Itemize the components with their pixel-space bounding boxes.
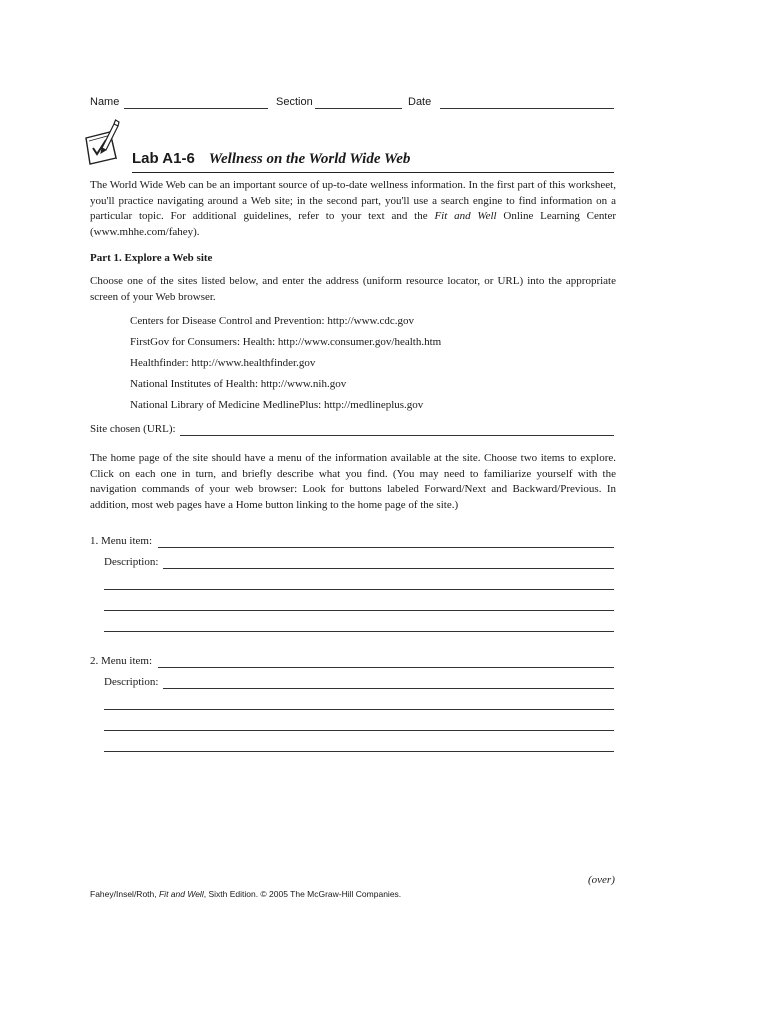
description-2-field[interactable] [163, 688, 614, 689]
description-2-line-2[interactable] [104, 709, 614, 710]
header-fields [90, 96, 614, 112]
lab-name: Wellness on the World Wide Web [208, 151, 411, 167]
site-list [130, 311, 441, 416]
intro-book-title: Fit and Well [434, 210, 497, 223]
footer-book-title: Fit and Well [158, 889, 204, 899]
description-1-field[interactable] [163, 568, 614, 569]
description-2-line-4[interactable] [104, 751, 614, 752]
intro-paragraph [90, 178, 616, 240]
menu-item-1-label: 1. Menu item: [90, 535, 153, 547]
part1-heading: Part 1. Explore a Web site [90, 252, 213, 264]
name-label: Name [90, 96, 120, 108]
lab-title [132, 150, 410, 168]
intro-text: The World Wide Web can be an important source of up-to-date wellness information. In the first part of this worksheet, you'll practice navigating around a Web site; in the second part, you'll use a search engine to find information on a particular topic. For additional guidelines, refer to your text and the [90, 179, 616, 223]
list-item: Centers for Disease Control and Prevention: http://www.cdc.gov [130, 315, 415, 327]
list-item: FirstGov for Consumers: Health: http://www.consumer.gov/health.htm [130, 336, 442, 348]
description-2-line-3[interactable] [104, 730, 614, 731]
lab-number: Lab A1-6 [132, 150, 195, 167]
site-chosen-field[interactable] [180, 435, 614, 436]
menu-instructions: The home page of the site should have a menu of the information available at the site. Choose two items to explore. Click on each one in turn, and briefly describe what you find. (You may need to familiarize yourself with the navigation commands of your web browser: Look for buttons labeled Forward/Next and Backward/Previous. In addition, most web pages have a Home button linking to the home page of the site.) [90, 452, 616, 511]
title-rule [132, 172, 614, 173]
section-field[interactable] [315, 108, 402, 109]
pencil-checklist-icon [80, 118, 130, 168]
intro-text-end: Online Learning Center (www.mhhe.com/fahey). [90, 210, 616, 238]
part1-instructions: Choose one of the sites listed below, and enter the address (uniform resource locator, or URL) into the appropriate screen of your Web browser. [90, 275, 616, 303]
description-1-line-2[interactable] [104, 589, 614, 590]
menu-item-2-label: 2. Menu item: [90, 655, 153, 667]
footer-authors: Fahey/Insel/Roth, [90, 889, 159, 899]
description-1-line-4[interactable] [104, 631, 614, 632]
description-1-line-3[interactable] [104, 610, 614, 611]
menu-item-1-field[interactable] [158, 547, 614, 548]
site-chosen-label: Site chosen (URL): [90, 423, 176, 435]
date-field[interactable] [440, 108, 614, 109]
name-field[interactable] [124, 108, 268, 109]
section-label: Section [276, 96, 313, 108]
footer-edition: , Sixth Edition. © 2005 The McGraw-Hill Companies. [203, 889, 402, 899]
date-label: Date [408, 96, 432, 108]
list-item: Healthfinder: http://www.healthfinder.gov [130, 357, 316, 369]
over-note: (over) [588, 874, 615, 886]
description-1-label: Description: [104, 556, 159, 568]
list-item: National Library of Medicine MedlinePlus: http://medlineplus.gov [130, 399, 424, 411]
list-item: National Institutes of Health: http://www.nih.gov [130, 378, 347, 390]
description-2-label: Description: [104, 676, 159, 688]
menu-item-2-field[interactable] [158, 667, 614, 668]
footer-copyright [90, 889, 401, 899]
